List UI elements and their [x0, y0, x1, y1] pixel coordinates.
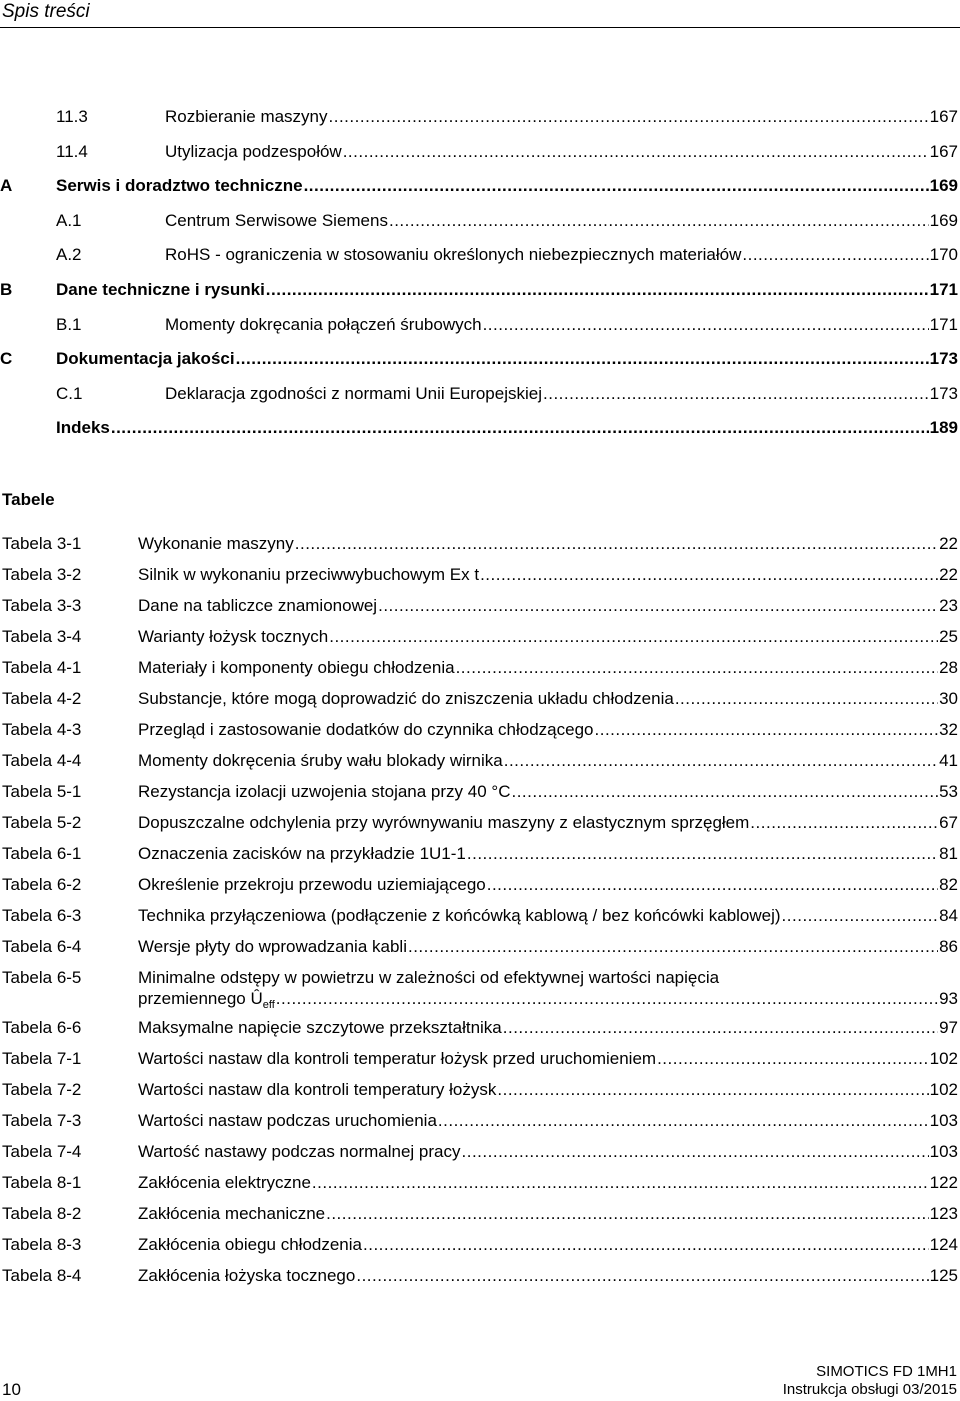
toc-entry-page: 171 — [929, 314, 958, 334]
table-entry-title: Wartości nastaw dla kontroli temperatury łożysk — [138, 1080, 497, 1099]
toc-entry-page: 169 — [929, 210, 958, 230]
table-entry-title: Wartość nastawy podczas normalnej pracy — [138, 1142, 461, 1161]
table-entry-title: Wartości nastaw dla kontroli temperatur łożysk przed uruchomieniem — [138, 1049, 657, 1068]
footer-page-number: 10 — [2, 1380, 21, 1399]
toc-entry[interactable] — [0, 380, 958, 408]
table-entry-label: Tabela 7-4 — [2, 1142, 82, 1161]
table-entry-page: 82 — [939, 875, 958, 894]
toc-entry-page: 169 — [929, 176, 958, 196]
table-entry-page: 123 — [929, 1204, 958, 1223]
table-entry-label: Tabela 3-2 — [2, 565, 82, 584]
toc-entry-title: Indeks — [56, 418, 110, 438]
toc-entry-title: Dokumentacja jakości — [56, 349, 235, 369]
toc-entry-letter: A — [0, 176, 13, 196]
table-entry-label: Tabela 6-1 — [2, 844, 82, 863]
table-entry-title: Wykonanie maszyny — [138, 534, 294, 553]
table-entry-title: Technika przyłączeniowa (podłączenie z końcówką kablową / bez końcówki kablowej) — [138, 906, 781, 925]
dot-leader — [657, 1048, 929, 1069]
dot-leader — [378, 595, 938, 616]
table-entry-title: Rezystancja izolacji uzwojenia stojana przy 40 °C — [138, 782, 511, 801]
table-entry-title: Zakłócenia łożyska tocznego — [138, 1266, 356, 1285]
table-entry-label: Tabela 5-1 — [2, 782, 82, 801]
table-entry-label: Tabela 8-3 — [2, 1235, 82, 1254]
table-entry-title: Dopuszczalne odchylenia przy wyrównywaniu maszyny z elastycznym sprzęgłem — [138, 813, 750, 832]
table-entry-page: 30 — [939, 689, 958, 708]
toc-entry-title: Utylizacja podzespołów — [165, 141, 342, 161]
table-entry-label: Tabela 4-1 — [2, 658, 82, 677]
toc-entry-title: Rozbieranie maszyny — [165, 107, 328, 126]
table-entry-title: Dane na tabliczce znamionowej — [138, 596, 378, 615]
table-entry-label: Tabela 4-2 — [2, 689, 82, 708]
toc-entry-title: Dane techniczne i rysunki — [56, 280, 265, 299]
table-entry-page: 102 — [929, 1080, 958, 1099]
dot-leader — [462, 1141, 929, 1162]
toc-entry-letter: C — [0, 349, 13, 369]
table-entry-label: Tabela 6-4 — [2, 937, 82, 956]
table-entry-page: 122 — [929, 1173, 958, 1192]
toc-entry[interactable] — [0, 172, 958, 200]
dot-leader — [438, 1110, 929, 1131]
dot-leader — [389, 207, 929, 235]
table-entry-label: Tabela 5-2 — [2, 813, 82, 832]
table-entry-title: Oznaczenia zacisków na przykładzie 1U1-1 — [138, 844, 466, 863]
toc-entry[interactable] — [0, 345, 958, 373]
toc-entry-page: 167 — [929, 107, 958, 126]
dot-leader — [467, 843, 938, 864]
header-divider — [0, 27, 960, 28]
toc-entry-page: 170 — [929, 245, 958, 265]
toc-entry-title: RoHS - ograniczenia w stosowaniu określonych niebezpiecznych materiałów — [165, 245, 742, 265]
table-entry-page: 67 — [939, 813, 958, 832]
dot-leader — [511, 781, 938, 802]
table-entry-title: Zakłócenia elektryczne — [138, 1173, 311, 1192]
table-entry-page: 23 — [939, 596, 958, 615]
table-entry-label: Tabela 3-3 — [2, 596, 82, 615]
table-entry-page: 25 — [939, 627, 958, 646]
toc-entry[interactable] — [0, 138, 958, 166]
dot-leader — [236, 345, 929, 373]
table-entry-page: 22 — [939, 534, 958, 553]
table-entry-page: 41 — [939, 751, 958, 770]
table-entry-title — [138, 988, 275, 1016]
dot-leader — [111, 414, 929, 442]
table-entry-title-line1: Minimalne odstępy w powietrzu w zależności od efektywnej wartości napięcia — [138, 968, 720, 987]
dot-leader — [408, 936, 938, 957]
toc-entry[interactable] — [0, 207, 958, 235]
dot-leader — [329, 626, 938, 647]
table-entry-page: 22 — [939, 565, 958, 584]
table-entry-page: 124 — [929, 1235, 958, 1254]
toc-entry-number: 11.4 — [56, 141, 88, 161]
table-entry-title: Substancje, które mogą doprowadzić do zniszczenia układu chłodzenia — [138, 689, 674, 708]
footer-document-info — [783, 1363, 957, 1399]
dot-leader — [480, 564, 938, 585]
dot-leader — [356, 1265, 928, 1286]
dot-leader — [497, 1079, 928, 1100]
table-entry-page: 53 — [939, 782, 958, 801]
toc-entry-page: 173 — [929, 383, 958, 403]
subscript-eff: eff — [262, 999, 275, 1011]
dot-leader — [266, 276, 929, 304]
table-entry-label: Tabela 7-2 — [2, 1080, 82, 1099]
toc-entry[interactable] — [0, 276, 958, 304]
table-entry-title: Materiały i komponenty obiegu chłodzenia — [138, 658, 455, 677]
table-entry-page: 81 — [939, 844, 958, 863]
toc-entry-number: B.1 — [56, 314, 82, 334]
dot-leader — [782, 905, 939, 926]
table-entry-label: Tabela 8-2 — [2, 1204, 82, 1223]
dot-leader — [483, 311, 929, 339]
table-entry-label: Tabela 6-2 — [2, 875, 82, 894]
table-entry-label: Tabela 4-4 — [2, 751, 82, 770]
table-entry-label: Tabela 6-5 — [2, 968, 82, 987]
table-entry-page: 103 — [929, 1111, 958, 1130]
dot-leader — [750, 812, 938, 833]
table-entry-title: Maksymalne napięcie szczytowe przekształtnika — [138, 1018, 502, 1037]
toc-entry-page: 173 — [929, 349, 958, 369]
toc-entry-page: 171 — [929, 280, 958, 299]
table-entry-label: Tabela 8-4 — [2, 1266, 82, 1285]
table-entry-page: 86 — [939, 937, 958, 956]
dot-leader — [742, 241, 928, 269]
dot-leader — [504, 750, 938, 771]
dot-leader — [543, 380, 929, 408]
table-entry-page: 103 — [929, 1142, 958, 1161]
toc-entry-title: Serwis i doradztwo techniczne — [56, 176, 303, 196]
table-entry-label: Tabela 6-6 — [2, 1018, 82, 1037]
dot-leader — [329, 103, 929, 131]
table-entry-page: 84 — [939, 906, 958, 925]
toc-entry-page: 167 — [929, 141, 958, 161]
table-entry-label: Tabela 7-1 — [2, 1049, 82, 1068]
toc-entry-number: A.2 — [56, 245, 82, 265]
table-entry-title: Określenie przekroju przewodu uziemiającego — [138, 875, 486, 894]
dot-leader — [503, 1017, 938, 1038]
dot-leader — [363, 1234, 929, 1255]
table-entry-title: Wersje płyty do wprowadzania kabli — [138, 937, 407, 956]
table-entry-label: Tabela 3-1 — [2, 534, 82, 553]
dot-leader — [343, 138, 929, 166]
table-entry-page: 102 — [929, 1049, 958, 1068]
table-entry-label: Tabela 6-3 — [2, 906, 82, 925]
table-entry-title: Silnik w wykonaniu przeciwwybuchowym Ex t — [138, 565, 480, 584]
table-entry-title-line2: przemiennego Û — [138, 989, 263, 1008]
table-entry-label: Tabela 8-1 — [2, 1173, 82, 1192]
table-entry-title: Momenty dokręcenia śruby wału blokady wirnika — [138, 751, 503, 770]
dot-leader — [276, 988, 938, 1016]
table-entry-page: 97 — [939, 1018, 958, 1037]
toc-entry[interactable] — [0, 414, 958, 442]
table-entry-page: 32 — [939, 720, 958, 739]
footer-product: SIMOTICS FD 1MH1 — [816, 1363, 957, 1380]
toc-entry-title: Deklaracja zgodności z normami Unii Europejskiej — [165, 383, 542, 403]
toc-entry-number: A.1 — [56, 210, 82, 230]
toc-entry[interactable] — [0, 241, 958, 269]
table-entry-page: 125 — [929, 1266, 958, 1285]
dot-leader — [456, 657, 939, 678]
table-entry-page: 93 — [939, 989, 958, 1008]
dot-leader — [675, 688, 938, 709]
toc-entry-number: C.1 — [56, 383, 83, 403]
table-entry-label: Tabela 3-4 — [2, 627, 82, 646]
dot-leader — [487, 874, 938, 895]
footer-document: Instrukcja obsługi 03/2015 — [782, 1381, 957, 1398]
table-entry-title: Zakłócenia obiegu chłodzenia — [138, 1235, 362, 1254]
table-entry-title: Wartości nastaw podczas uruchomienia — [138, 1111, 437, 1130]
toc-entry[interactable] — [0, 311, 958, 339]
toc-entry-title: Momenty dokręcania połączeń śrubowych — [165, 314, 482, 334]
table-entry-page: 28 — [939, 658, 958, 677]
dot-leader — [326, 1203, 929, 1224]
dot-leader — [304, 172, 929, 200]
page-header-title: Spis treści — [2, 1, 90, 22]
dot-leader — [312, 1172, 929, 1193]
toc-entry-title: Centrum Serwisowe Siemens — [165, 210, 388, 230]
toc-entry-page: 189 — [929, 418, 958, 438]
dot-leader — [595, 719, 939, 740]
table-entry-label: Tabela 4-3 — [2, 720, 82, 739]
dot-leader — [295, 533, 938, 554]
table-entry-title: Warianty łożysk tocznych — [138, 627, 329, 646]
table-entry-title: Przegląd i zastosowanie dodatków do czynnika chłodzącego — [138, 720, 594, 739]
toc-entry[interactable] — [0, 103, 958, 131]
table-entry-label: Tabela 7-3 — [2, 1111, 82, 1130]
toc-entry-letter: B — [0, 280, 13, 299]
tables-section-title: Tabele — [2, 490, 55, 509]
toc-entry-number: 11.3 — [56, 107, 88, 126]
table-entry-title: Zakłócenia mechaniczne — [138, 1204, 326, 1223]
